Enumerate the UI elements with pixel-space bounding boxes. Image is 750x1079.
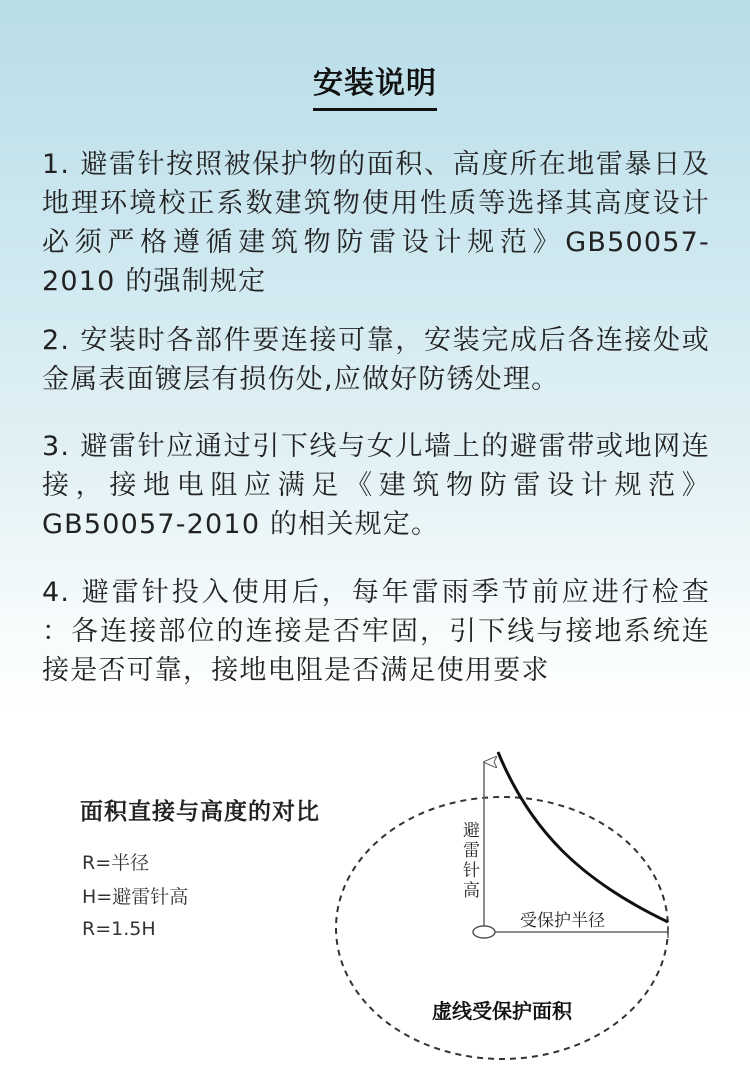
page-title-text: 安装说明 <box>313 58 437 111</box>
height-label-char-3: 针 <box>463 861 480 881</box>
instruction-paragraph-3: 3. 避雷针应通过引下线与女儿墙上的避雷带或地网连接，接地电阻应满足《建筑物防雷设计规范》GB50057-2010 的相关规定。 <box>42 431 710 540</box>
height-label-char-4: 高 <box>463 881 480 901</box>
height-label-char-2: 雷 <box>463 841 480 861</box>
instruction-paragraph-4: 4. 避雷针投入使用后，每年雷雨季节前应进行检查 ：各连接部位的连接是否牢固，引下线与接地系统连接是否可靠，接地电阻是否满足使用要求 <box>42 577 710 686</box>
instruction-paragraph-2: 2. 安装时各部件要连接可靠，安装完成后各连接处或金属表面镀层有损伤处,应做好防锈处理。 <box>42 325 710 395</box>
protection-curve <box>498 752 668 922</box>
height-label-char-1: 避 <box>463 821 480 841</box>
legend-height: H=避雷针高 <box>82 886 189 908</box>
legend-radius: R=半径 <box>82 852 150 874</box>
diagram-heading: 面积直接与高度的对比 <box>80 799 320 825</box>
rod-base <box>473 926 495 938</box>
radius-label: 受保护半径 <box>520 911 605 931</box>
area-label: 虚线受保护面积 <box>432 999 572 1023</box>
instruction-paragraph-1: 1. 避雷针按照被保护物的面积、高度所在地雷暴日及地理环境校正系数建筑物使用性质等选择其高度设计必须严格遵循建筑物防雷设计规范》GB50057-2010 的强制规定 <box>42 149 710 297</box>
legend-ratio: R=1.5H <box>82 918 156 940</box>
